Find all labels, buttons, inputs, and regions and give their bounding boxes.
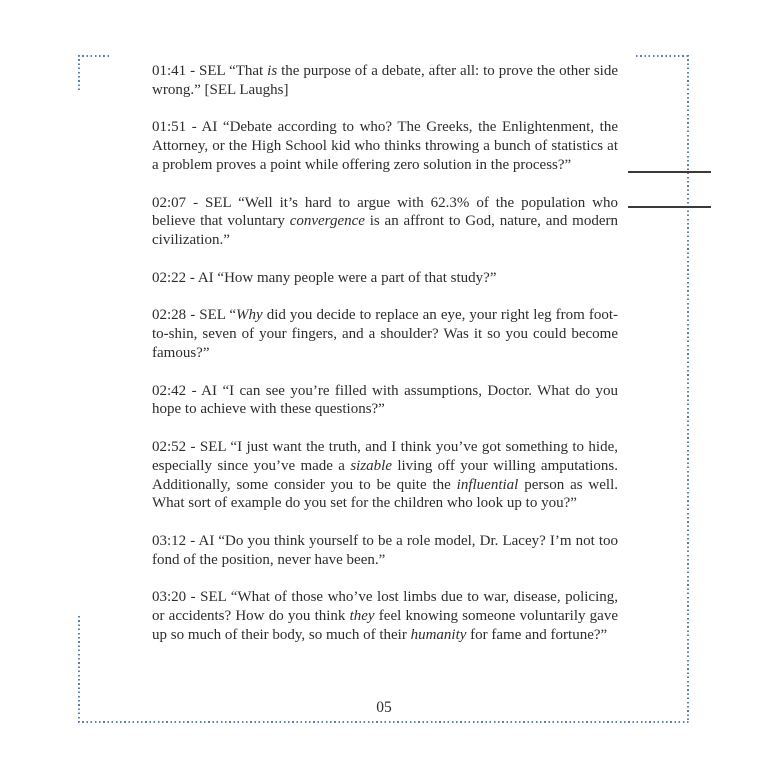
transcript-paragraph bbox=[152, 532, 618, 570]
transcript-paragraph bbox=[152, 382, 618, 420]
transcript-paragraph bbox=[152, 118, 618, 174]
transcript-paragraph bbox=[152, 269, 618, 288]
guide-top-left-vertical bbox=[78, 55, 80, 93]
emphasized-text: convergence bbox=[289, 213, 365, 230]
guide-top-left-horizontal bbox=[78, 55, 111, 57]
transcript bbox=[152, 62, 618, 664]
guide-right-vertical bbox=[687, 55, 689, 723]
emphasized-text: is bbox=[267, 63, 278, 79]
emphasized-text: humanity bbox=[410, 626, 467, 643]
dialogue-text: 02:52 - SEL “I just want the truth, and I think you’ve got something to hide, especially since you’ve made a bbox=[152, 438, 618, 474]
margin-mark-line-1 bbox=[628, 171, 711, 173]
dialogue-text: 02:07 - SEL “Well it’s hard to argue with 62.3% of the population who believe that voluntary bbox=[152, 194, 618, 230]
dialogue-text: 02:22 - AI “How many people were a part of that study?” bbox=[152, 269, 497, 286]
page-number: 05 bbox=[376, 699, 392, 716]
dialogue-text: 03:12 - AI “Do you think yourself to be a role model, Dr. Lacey? I’m not too fond of the position, never have been.” bbox=[152, 532, 618, 568]
dialogue-text: feel knowing someone voluntarily gave up so much of their body, so much of their bbox=[152, 608, 618, 643]
dialogue-text: person as well. What sort of example do you set for the children who look up to you?” bbox=[152, 476, 619, 512]
transcript-paragraph bbox=[152, 438, 618, 513]
emphasized-text: they bbox=[349, 608, 375, 625]
transcript-paragraph bbox=[152, 588, 618, 644]
dialogue-text: 01:51 - AI “Debate according to who? The Greeks, the Enlightenment, the Attorney, or the High School kid who thinks throwing a bunch of statistics at a problem proves a point while offering zero solution in the process?” bbox=[152, 119, 618, 173]
dialogue-text: is an affront to God, nature, and modern civilization.” bbox=[152, 213, 618, 249]
emphasized-text: sizable bbox=[350, 457, 392, 474]
transcript-paragraph bbox=[152, 62, 618, 100]
dialogue-text: for fame and fortune?” bbox=[466, 626, 608, 643]
dialogue-text: 03:20 - SEL “What of those who’ve lost limbs due to war, disease, policing, or accidents? How do you think bbox=[152, 589, 618, 625]
dialogue-text: 01:41 - SEL “That bbox=[152, 63, 268, 79]
guide-bottom-horizontal bbox=[78, 721, 689, 723]
dialogue-text: the purpose of a debate, after all: to prove the other side wrong.” [SEL Laughs] bbox=[152, 63, 618, 98]
emphasized-text: Why bbox=[236, 307, 263, 324]
margin-mark-line-2 bbox=[628, 206, 711, 208]
transcript-paragraph bbox=[152, 306, 618, 362]
emphasized-text: influential bbox=[456, 476, 519, 493]
guide-top-right-horizontal bbox=[636, 55, 688, 57]
transcript-paragraph bbox=[152, 194, 618, 250]
dialogue-text: did you decide to replace an eye, your right leg from foot-to-shin, seven of your fingers, and a shoulder? Was it so you could become famous?” bbox=[152, 307, 618, 361]
dialogue-text: 02:42 - AI “I can see you’re filled with assumptions, Doctor. What do you hope to achieve with these questions?” bbox=[152, 382, 618, 418]
dialogue-text: living off your willing amputations. Additionally, some consider you to be quite the bbox=[152, 457, 618, 493]
dialogue-text: 02:28 - SEL “ bbox=[152, 307, 237, 324]
